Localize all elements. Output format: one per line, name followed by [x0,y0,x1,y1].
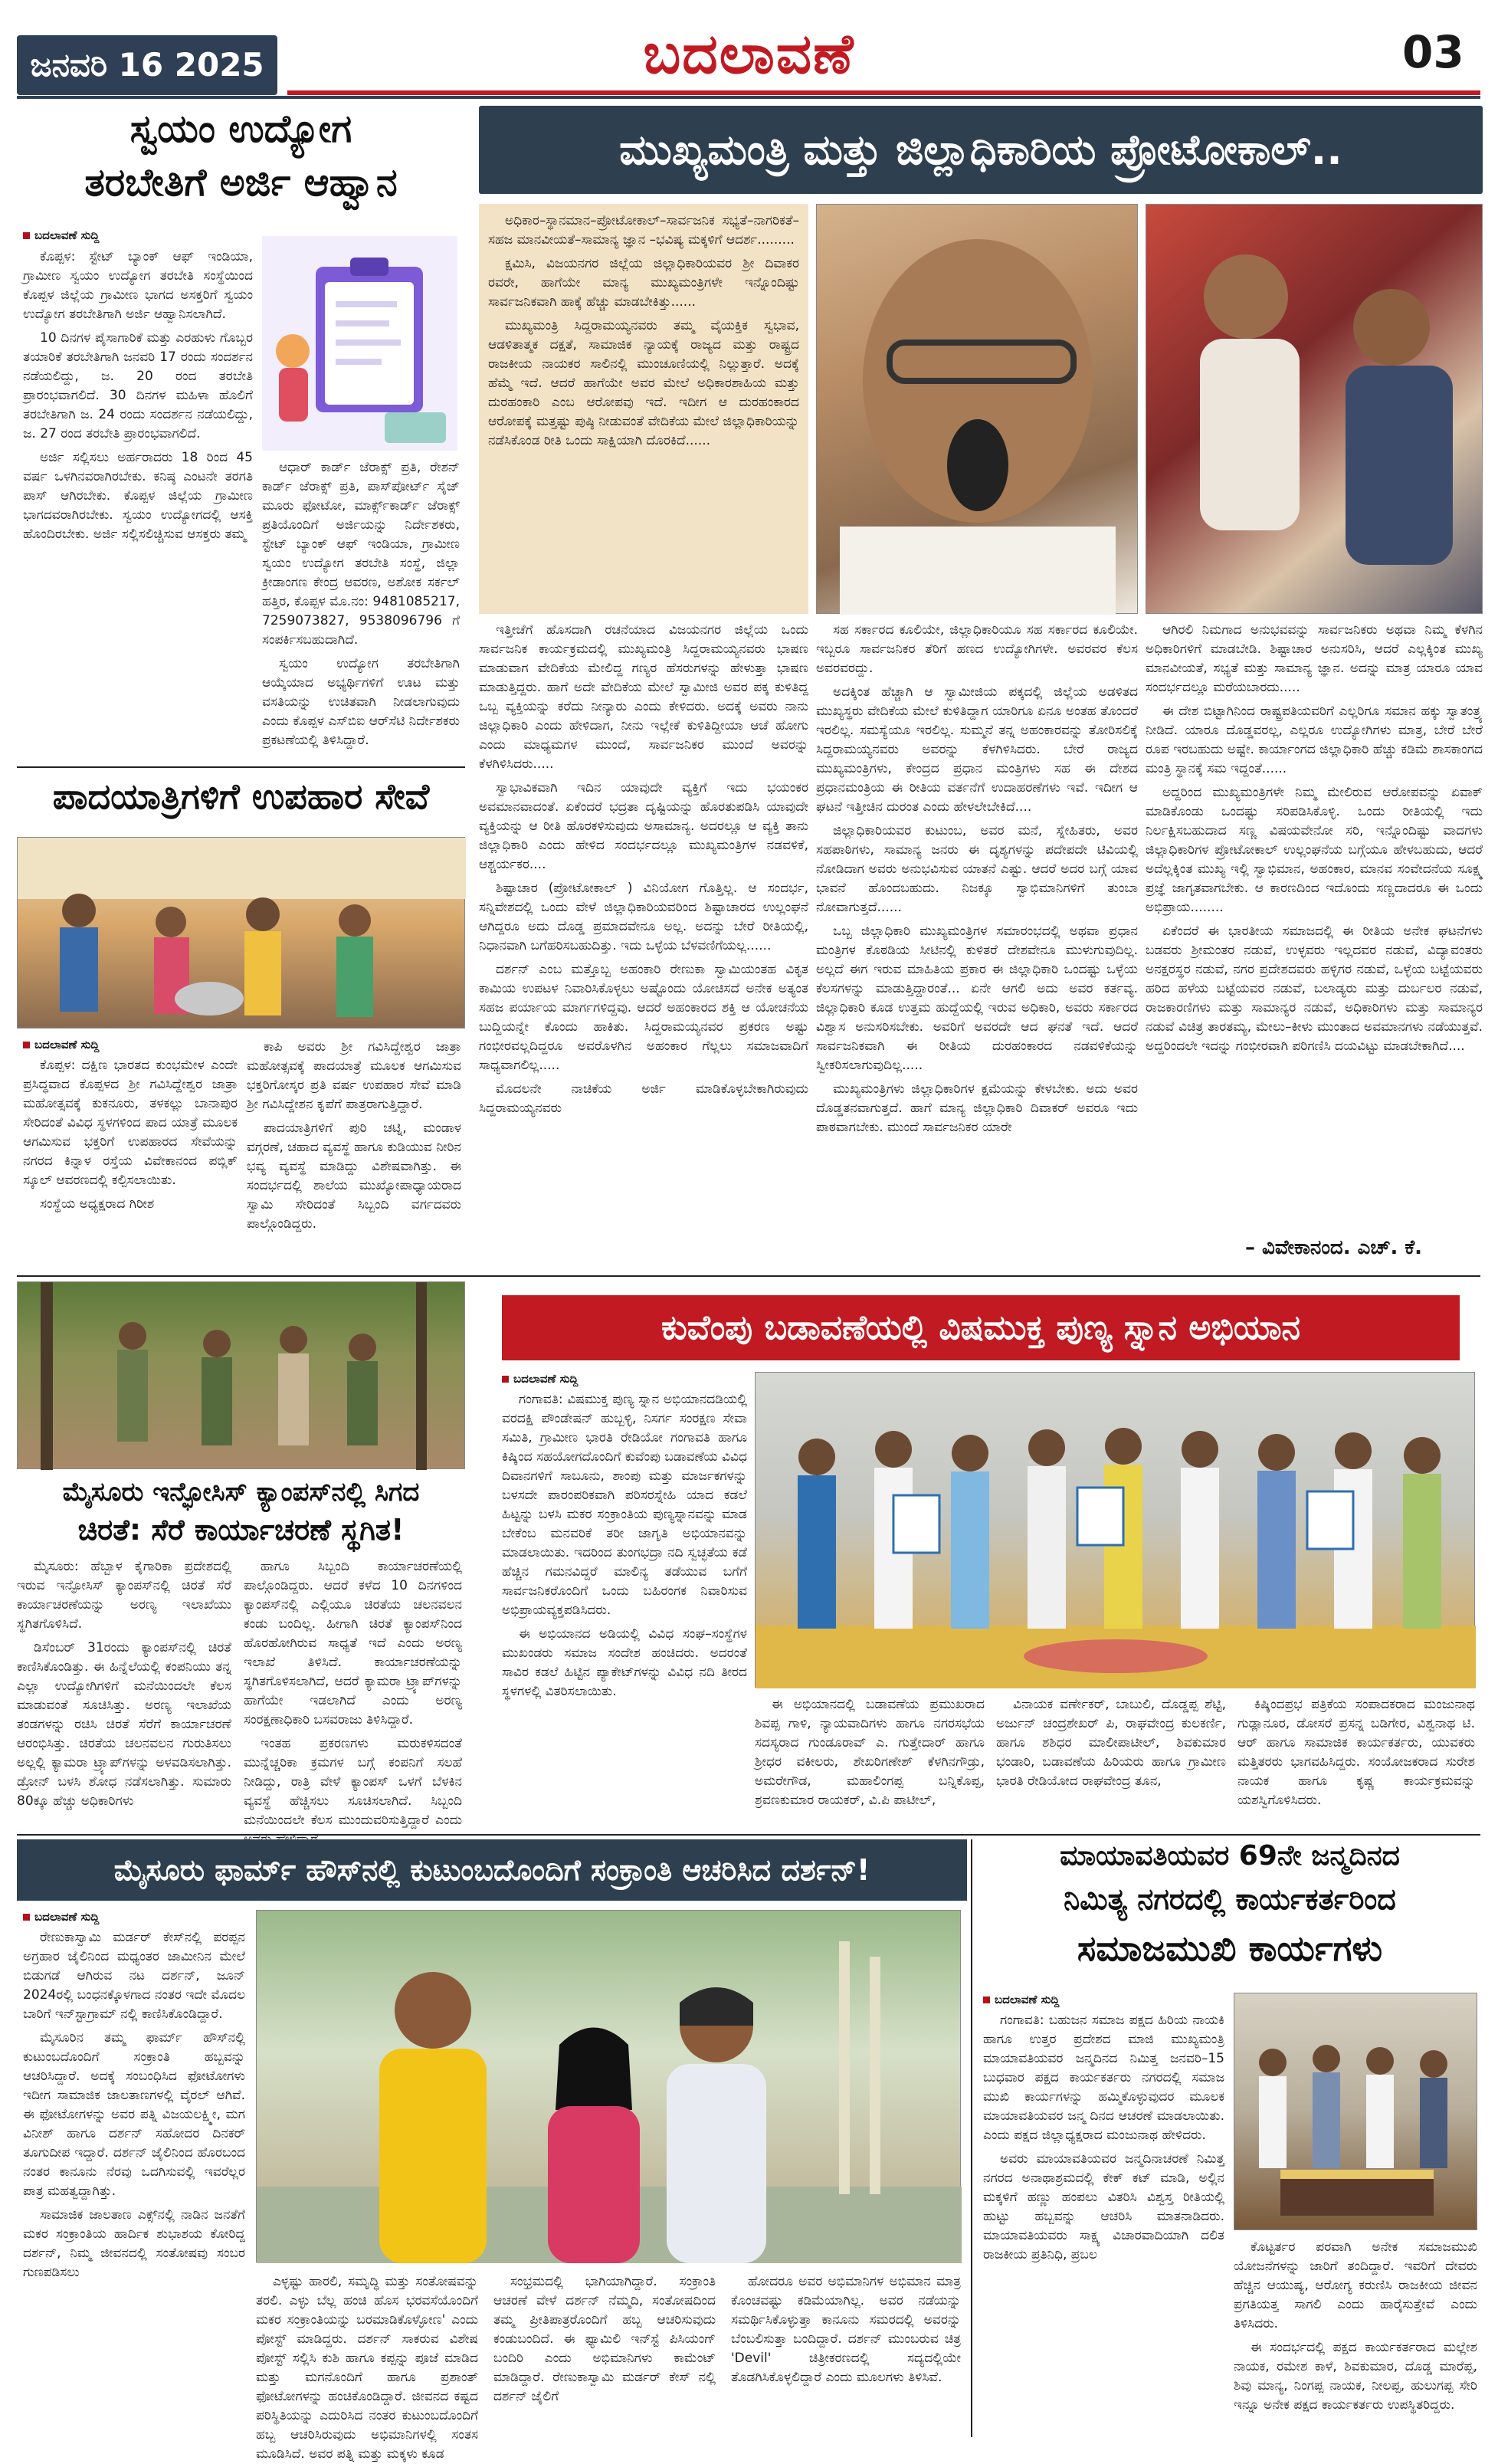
headline-line-3: ಸಮಾಜಮುಖಿ ಕಾರ್ಯಗಳು [1077,1928,1383,1969]
article-infosys [17,1281,465,1829]
article-body-col-4 [731,2272,961,2435]
padayatri-photo [17,837,465,1029]
job-application-illustration [262,236,457,451]
family-photo [256,1910,961,2262]
paragraph: ಅರ್ಜಿ ಸಲ್ಲಿಸಲು ಅರ್ಹರಾದರು 18 ರಿಂದ 45 ವರ್ಷ ಒಳಗಿನವರಾಗಿರಬೇಕು. ಕನಿಷ್ಠ ಎಂಟನೇ ತರಗತಿ ಪಾಸ್ ಆಗಿರಬೇಕು. ಕೊಪ್ಪಳ ಜಿಲ್ಲೆಯ ಗ್ರಾಮೀಣ ಭಾಗದವರಾಗಿರಬೇಕು. ಸ್ವಯಂ ಉದ್ಯೋಗದಲ್ಲಿ ಆಸಕ್ತಿ ಹೊಂದಿರಬೇಕು. ಅರ್ಜಿ ಸಲ್ಲಿಸಲಿಚ್ಚಿಸುವ ಆಸಕ್ತರು ತಮ್ಮ [23,450,253,542]
byline [23,1038,99,1052]
headline-line-1: ಮಾಯಾವತಿಯವರ 69ನೇ ಜನ್ಮದಿನದ [1060,1840,1400,1872]
headline: ಮುಖ್ಯಮಂತ್ರಿ ಮತ್ತು ಜಿಲ್ಲಾಧಿಕಾರಿಯ ಪ್ರೋಟೋಕಾಲ್.. [619,125,1342,174]
paragraph: 10 ದಿನಗಳ ಪೈಸಾಗಾರಿಕೆ ಮತ್ತು ಎರಹುಳು ಗೊಬ್ಬರ ತಯಾರಿಕೆ ತರಬೇತಿಗಾಗಿ ಜನವರಿ 17 ರಂದು ಸಂದರ್ಶನ ನಡೆಯಲಿದ್ದು, ಜ. 20 ರಂದ ತರಬೇತಿ ಪ್ರಾರಂಭವಾಗಲಿದೆ. 30 ದಿನಗಳ ಮಹಿಳಾ ಹೊಲಿಗೆ ತರಬೇತಿಗಾಗಿ ಜ. 24 ರಂದು ಸಂದರ್ಶನ ನಡೆಯಲಿದ್ದು, ಜ. 27 ರಂದ ತರಬೇತಿ ಪ್ರಾರಂಭವಾಗಲಿದೆ. [23,330,253,441]
paragraph: ಕ್ಷಮಿಸಿ, ವಿಜಯನಗರ ಜಿಲ್ಲೆಯ ಜಿಲ್ಲಾಧಿಕಾರಿಯವರ ಶ್ರೀ ದಿವಾಕರ ರವರೇ, ಹಾಗೆಯೇ ಮಾನ್ಯ ಮುಖ್ಯಮಂತ್ರಿಗಳೇ ಇನ್ನೊಂದಿಷ್ಟು ಸಾರ್ವಜನಿಕವಾಗಿ ಹಾಕ್ಕೆ ಹೆಚ್ಚು ಮಾಡಬೇಕಿತ್ತು...... [488,256,799,310]
stage-figures-icon [1146,205,1483,615]
article-body-col-2 [1234,2238,1477,2434]
paragraph: ಕೊಪ್ಪಳ: ಸ್ಟೇಟ್ ಬ್ಯಾಂಕ್ ಆಫ್ ಇಂಡಿಯಾ, ಗ್ರಾಮೀಣ ಸ್ವಯಂ ಉದ್ಯೋಗ ತರಬೇತಿ ಸಂಸ್ಥೆಯಿಂದ ಕೊಪ್ಪಳ ಜಿಲ್ಲೆಯ ಗ್ರಾಮೀಣ ಭಾಗದ ಅಸಕ್ತರಿಗೆ ಸ್ವಯಂ ಉದ್ಯೋಗ ತರಬೇತಿಗಾಗಿ ಅರ್ಜಿ ಆಹ್ವಾನಿಸಲಾಗಿದೆ. [23,249,253,322]
paragraph: ಅದಕ್ಕಿಂತ ಹೆಚ್ಚಾಗಿ ಆ ಸ್ವಾಮೀಜಿಯ ಪಕ್ಕದಲ್ಲಿ ಜಿಲ್ಲೆಯ ಅಡಳಿತದ ಮುಖ್ಯಸ್ಥರು ವೇದಿಕೆಯ ಮೇಲೆ ಕುಳಿತಿದ್ದಾಗ ಯಾರಿಗೂ ಏನೂ ಅಂತಹ ತೊಂದರೆ ಇರಲಿಲ್ಲ. ಸಮಸ್ಯೆಯೂ ಇರಲಿಲ್ಲ. ಸುಮ್ಮನೆ ತನ್ನ ಅಹಂಕಾರವನ್ನು ತೋರಿಸಲಿಕ್ಕೆ ಸಿದ್ದರಾಮಯ್ಯನವರು ಅವರನ್ನು ಕೆಳಗಿಳಿಸಿದರು. ಬೇರೆ ರಾಜ್ಯದ ಮುಖ್ಯಮಂತ್ರಿಗಳು, ಕೇಂದ್ರದ ಪ್ರಧಾನ ಮಂತ್ರಿಗಳು ಸಹ ಈ ದೇಶದ ಪ್ರಧಾನಮಂತ್ರಿಯ ಈ ರೀತಿಯ ವರ್ತನೆಗೆ ಉದಾಹರಣೆಗಳು ಇವೆ. ಇದೀಗ ಆ ಘಟನೆ ಇತ್ತೀಚಿನ ದುರಂತ ಎಂದು ಹೇಳಲೇಬೇಕಿದೆ.... [816,684,1138,815]
awareness-group-photo [755,1372,1475,1688]
divider [17,1834,1480,1836]
headline-line-1: ಸ್ವಯಂ ಉದ್ಯೋಗ [129,107,352,151]
byline [983,1993,1059,2006]
byline-marker [502,1376,509,1383]
article-body-col-3 [493,2272,716,2435]
headline-line-2: ಚಿರತೆ: ಸೆರೆ ಕಾರ್ಯಾಚರಣೆ ಸ್ಥಗಿತ! [77,1513,405,1547]
byline-marker [23,232,30,239]
article-body-col-3 [996,1695,1226,1827]
paragraph: ಇಂತಹ ಪ್ರಕರಣಗಳು ಮರುಕಳಿಸದಂತೆ ಮುನ್ನೆಚ್ಚರಿಕಾ ಕ್ರಮಗಳ ಬಗ್ಗೆ ಕಂಪನಿಗೆ ಸಲಹೆ ನೀಡಿದ್ದು, ರಾತ್ರಿ ವೇಳೆ ಕ್ಯಾಂಪಸ್ ಒಳಗೆ ಬೆಳಕಿನ ವ್ಯವಸ್ಥೆ ಹೆಚ್ಚಿಸಲು ಸೂಚಿಸಲಾಗಿದೆ. ಸಿಬ್ಬಂದಿ ಮನೆಯಿಂದಲೇ ಕೆಲಸ ಮುಂದುವರಿಸುತ್ತಿದ್ದಾರೆ ಎಂದು [244,1736,462,1828]
byline [23,1910,99,1924]
article-body-col-1 [23,1928,245,2434]
issue-date: ಜನವರಿ 16 2025 [30,46,264,84]
paragraph: ಎಳ್ಳಷ್ಟು ಹಾರಲಿ, ಸಮೃದ್ಧಿ ಮತ್ತು ಸಂತೋಷವನ್ನು ತರಲಿ. ಎಳ್ಳು ಬೆಲ್ಲ ಹಂಚಿ ಹೊಸ ಭರವಸೆಯೊಂದಿಗೆ ಮಕರ ಸಂಕ್ರಾಂತಿಯನ್ನು ಬರಮಾಡಿಕೊಳ್ಳೋಣ' ಎಂದು ಪೋಸ್ಟ್ ಮಾಡಿದ್ದರು. ದರ್ಶನ್ ಸಾಕರುವ ವಿಶೇಷ ಪೋಸ್ಟ್ ಸಲ್ಲಿಸಿ ಕುಶಿ ಹಾಗೂ ಕಪ್ಪನ್ನು ಪೂಜೆ ಮಾಡಿದ ಮತ್ತು ಮಗನೊಂದಿಗೆ ಹಾಗೂ ಪ್ರಶಾಂತ್ ಫೋಟೋಗಳನ್ನು ಹಂಚಿಕೊಂಡಿದ್ದಾರೆ. ಜೀವನದ ಕಷ್ಟದ ಪರಿಸ್ಥಿತಿಯನ್ನು ಎದುರಿಸಿದ ನಂತರ ಕುಟುಂಬದೊಂದಿಗೆ ಹಬ್ಬ ಆಚರಿಸಿರುವುದು ಅಭಿಮಾನಿಗಳಲ್ಲಿ ಸಂತಸ ಮೂಡಿಸಿದೆ. ಅವರ ಪತ್ನಿ ಮತ್ತು ಮಕ್ಕಳು ಕೂಡ [256,2274,478,2462]
byline-text: ಬದಲಾವಣೆ ಸುದ್ದಿ [513,1372,579,1386]
byline-marker [983,1996,990,2003]
paragraph: ದರ್ಶನ್ ಎಂಬ ಮತ್ತೊಬ್ಬ ಅಹಂಕಾರಿ ರೇಣುಕಾ ಸ್ವಾಮಿಯಂತಹ ವಿಕೃತ ಕಾಮಿಯ ಉಪಟಳ ನಿವಾರಿಸಿಕೊಳ್ಳಲು ಅಷ್ಟೊಂದು ಯೋಚಿಸದೆ ಅನೇಕ ಅತ್ಯಂತ ಸಹಜ ಪರ್ಯಾಯ ಮಾರ್ಗಗಳಿದ್ದವು. ಆದರೆ ಅಹಂಕಾರದ ಶಕ್ತಿ ಆ ಯೋಚನೆಯ ಬುದ್ದಿಯನ್ನೇ ಕೊಂದು ಹಾಕಿತು. ಸಿದ್ದರಾಮಯ್ಯನವರ ಪ್ರಕರಣ ಅಷ್ಟು ಗಂಭೀರವಲ್ಲದಿದ್ದರೂ ಅವರೊಳಗಿನ ಅಹಂಕಾರ ಗೆಲ್ಲಲು ಸಮಾಜವಾದಿಗೆ ಸಾಧ್ಯವಾಗಲಿಲ್ಲ..... [479,962,808,1073]
article-body-col-1 [479,621,808,1268]
paragraph: ಮೈಸೂರಿನ ತಮ್ಮ ಫಾರ್ಮ್ ಹೌಸ್‌ನಲ್ಲಿ ಕುಟುಂಬದೊಂದಿಗೆ ಸಂಕ್ರಾಂತಿ ಹಬ್ಬವನ್ನು ಆಚರಿಸಿದ್ದಾರೆ. ಅದಕ್ಕೆ ಸಂಬಂಧಿಸಿದ ಫೋಟೋಗಳು ಇದೀಗ ಸಾಮಾಜಿಕ ಜಾಲತಾಣಗಳಲ್ಲಿ ವೈರಲ್ ಆಗಿವೆ. ಈ ಫೋಟೋಗಳನ್ನು ಅವರ ಪತ್ನಿ ವಿಜಯಲಕ್ಷ್ಮೀ, ಮಗ ವಿನೀಶ್ ಹಾಗೂ ದರ್ಶನ್ ಸಹೋದರ ದಿನಕರ್ ತೂಗುದೀಪ ಇದ್ದಾರೆ. ದರ್ಶನ್ ಜೈಲಿನಿಂದ ಹೊರಬಂದ ನಂತರ ಕಾನೂನು ನೆರವು ಒದಗಿಸುವಲ್ಲಿ ಇವರೆಲ್ಲರ ಪಾತ್ರ ಮಹತ್ವದ್ದಾಗಿತ್ತು. [23,2030,245,2199]
crowd-serving-icon [18,838,466,1029]
article-body-col-1 [23,248,253,753]
article-padayatri [17,776,465,1270]
chief-minister-photo [816,204,1138,614]
article-kuvempu [479,1281,1483,1829]
paragraph: ಸ್ವಾಭಾವಿಕವಾಗಿ ಇದಿನ ಯಾವುದೇ ವ್ಯಕ್ತಿಗೆ ಇದು ಭಯಂಕರ ಅವಮಾನವಾದಂತೆ. ಏಕೆಂದರೆ ಭದ್ರತಾ ದೃಷ್ಟಿಯನ್ನು ಹೊರತುಪಡಿಸಿ ಯಾವುದೇ ವ್ಯಕ್ತಿಯನ್ನು ಆ ರೀತಿ ಹೊರಕಳಿಸುವುದು ಅಸಾಮಾನ್ಯ. ಅದರಲ್ಲೂ ಆ ವ್ಯಕ್ತಿ ತಾನು ಜಿಲ್ಲಾಧಿಕಾರಿ ಎಂದು ಹೇಳಿದ ಸಂದರ್ಭದಲ್ಲೂ ಮುಖ್ಯಮಂತ್ರಿಗಳ ನಡವಳಿಕೆ, ಆಶ್ಚರ್ಯಕರ.... [479,780,808,872]
byline-marker [23,1042,30,1048]
forest-officials-photo [17,1281,465,1469]
paragraph: ಅವರು ಮಾಯಾವತಿಯವರ ಜನ್ಮದಿನಾಚರಣೆ ನಿಮಿತ್ತ ನಗರದ ಅನಾಥಾಶ್ರಮದಲ್ಲಿ ಕೇಕ್ ಕಟ್ ಮಾಡಿ, ಅಲ್ಲಿನ ಮಕ್ಕಳಿಗೆ ಹಣ್ಣು ಹಂಪಲು ವಿತರಿಸಿ ವಿಶ್ವಸ್ತ ರೀತಿಯಲ್ಲಿ ಹುಟ್ಟು ಹಬ್ಬವನ್ನು ಆಚರಿಸಿ ಮಾತನಾಡಿದರು. ಮಾಯಾವತಿಯವರು ಸಾಕ್ಷ್ಯ ವಿಚಾರವಾದಿಯಾಗಿ ದಲಿತ ರಾಜಕೀಯ ಪ್ರತಿನಿಧಿ, ಪ್ರಬಲ [983,2151,1224,2262]
group-holding-posters-icon [756,1373,1476,1688]
event-photo [1146,204,1483,614]
portrait-silhouette-icon [817,205,1139,615]
article-body-col-2 [755,1695,985,1827]
clipboard-icon [262,236,457,451]
paragraph: ಸಾಮಾಜಿಕ ಜಾಲತಾಣ ಎಕ್ಸ್‌ನಲ್ಲಿ ನಾಡಿನ ಜನತೆಗೆ ಮಕರ ಸಂಕ್ರಾಂತಿಯ ಹಾರ್ದಿಕ ಶುಭಾಶಯ ಕೋರಿದ್ದ ದರ್ಶನ್, ನಿಮ್ಮ ಜೀವನದಲ್ಲಿ ಸಂತೋಷವು ಸಂಬರ ಗುಣಪಡಿಸಲು [23,2207,245,2280]
headline: ಮೈಸೂರು ಫಾರ್ಮ್ ಹೌಸ್‌ನಲ್ಲಿ ಕುಟುಂಬದೊಂದಿಗೆ ಸಂಕ್ರಾಂತಿ ಆಚರಿಸಿದ ದರ್ಶನ್! [113,1852,870,1887]
article-body-col-2 [244,1557,462,1829]
headline-line-2: ತರಬೇತಿಗೆ ಅರ್ಜಿ ಆಹ್ವಾನ [84,160,398,205]
article-body-col-1 [502,1390,747,1827]
page-number: 03 [1402,26,1464,78]
paragraph: ಗಂಗಾವತಿ: ವಿಷಮುಕ್ತ ಪುಣ್ಯ ಸ್ನಾನ ಅಭಿಯಾನದಡಿಯಲ್ಲಿ ವರದಕ್ಷಿ ಪೌಂಡೇಷನ್ ಹುಬ್ಬಳ್ಳಿ, ನಿಸರ್ಗ ಸಂರಕ್ಷಣ ಸೇವಾ ಸಮಿತಿ, ಗ್ರಾಮೀಣ ಭಾರತಿ ರೇಡಿಯೋ ಗಂಗಾವತಿ ಹಾಗೂ ಕಿಷ್ಕಿಂದ ಸಹಯೋಗದೊಂದಿಗೆ ಕುವೆಂಪು ಬಡಾವಣೆಯ ವಿವಿಧ ದಿವಾನಗಳಿಗೆ ಸಾಬೂನು, ಶಾಂಪು ಮತ್ತು ಮಾರ್ಜಕಗಳನ್ನು ಬಳಸದೇ ಪಾರಂಪರಿಕವಾಗಿ ಪರಿಸರಸ್ನೇಹಿ ಯಾದ ಕಡಲೆ ಹಿಟ್ಟನ್ನು ಬಳಸಿ ಮಕರ ಸಂಕ್ರಾಂತಿಯ ಪುಣ್ಯಸ್ನಾನವನ್ನು ಮಾಡ ಬೇಕೆಂಬ ಮನವರಿಕೆ ತರೀ ಜಾಗೃತಿ ಅಭಿಯಾನವನ್ನು ಮಾಡಲಾಯಿತು. ಇದರಿಂದ ತುಂಗಭದ್ರಾ ನದಿ ಸ್ವಚ್ಛತೆಯ ಕಡೆ ಹೆಚ್ಚಿನ ಗಮನವಿದ್ದರೆ ಮಾಲಿನ್ಯ ತಡೆಯುವ ಬಗೆಗೆ ಸಾರ್ವಜನಿಕರೊಂದಿಗೆ ಒಂದು ಬಹಿರಂಗಕ ನಿವಾರಿಸುವ ಅಭಿಪ್ರಾಯವ್ಯಕ್ತಪಡಿಸಿದರು. [502,1392,747,1618]
paragraph: ಮೊದಲನೇ ನಾಚಿಕೆಯ ಅರ್ಜಿ ಮಾಡಿಕೊಳ್ಳಬೇಕಾಗಿರುವುದು ಸಿದ್ದರಾಮಯ್ಯನವರು [479,1081,808,1116]
officers-walking-icon [18,1282,466,1470]
paragraph: ಕೊಪ್ಪಳ: ದಕ್ಷಿಣ ಭಾರತದ ಕುಂಭಮೇಳ ಎಂದೇ ಪ್ರಸಿದ್ಧವಾದ ಕೊಪ್ಪಳದ ಶ್ರೀ ಗವಿಸಿದ್ದೇಶ್ವರ ಜಾತ್ರಾ ಮಹೋತ್ಸವಕ್ಕೆ ಕುಕನೂರು, ತಳಕಲ್ಲು ಬಾನಾಪುರ ಸೇರಿದಂತೆ ವಿವಿಧ ಸ್ಥಳಗಳಿಂದ ಪಾದ ಯಾತ್ರೆ ಮೂಲಕ ಆಗಮಿಸುವ ಭಕ್ತರಿಗೆ ಉಪಹಾರದ ಸೇವೆಯನ್ನು ನಗರದ ಕಿನ್ನಾಳ ರಸ್ತೆಯ ವಿವೇಕಾನಂದ ಪಬ್ಲಿಕ್ ಸ್ಕೂಲ್ ಆವರಣದಲ್ಲಿ ಕಲ್ಪಿಸಲಾಯಿತು. [23,1058,238,1188]
masthead [0,0,1498,103]
celebration-photo [1234,1993,1477,2230]
intro-box [479,204,808,614]
vertical-divider [971,1839,972,2437]
paragraph: ಇತ್ತೀಚೆಗೆ ಹೊಸದಾಗಿ ರಚನೆಯಾದ ವಿಜಯನಗರ ಜಿಲ್ಲೆಯ ಒಂದು ಸಾರ್ವಜನಿಕ ಕಾರ್ಯಕ್ರಮದಲ್ಲಿ ಮುಖ್ಯಮಂತ್ರಿ ಸಿದ್ದರಾಮಯ್ಯನವರು ಭಾಷಣ ಮಾಡುವಾಗ ವೇದಿಕೆಯ ಮೇಲಿದ್ದ ಗಣ್ಯರ ಹೆಸರುಗಳನ್ನು ಹೇಳುತ್ತಾ ಭಾಷಣ ಮಾಡುತ್ತಿದ್ದರು. ಹಾಗೆ ಅದೇ ವೇದಿಕೆಯ ಮೇಲೆ ಸ್ವಾಮೀಜಿ ಅವರ ಪಕ್ಕ ಕುಳಿತಿದ್ದ ಒಬ್ಬ ವ್ಯಕ್ತಿಯನ್ನು ಕರೆದು ನೀನ್ಯಾರು ಎಂದು ಕೇಳಿದರು. ಅದಕ್ಕೆ ಅವರು ನಾನು ಜಿಲ್ಲಾಧಿಕಾರಿ ಎಂದು ಹೇಳಿದಾಗ, ನೀನು ಇಲ್ಲೇಕೆ ಕುಳಿತಿದ್ದೀಯಾ ಆಚೆ ಹೋಗು ಎಂದು ಮಾಧ್ಯಮಗಳ ಮುಂದೆ, ಸಾರ್ವಜನಿಕರ ಮುಂದೆ ಅವರನ್ನು ಕೆಳಗಿಳಿಸಿದರು..... [479,622,808,772]
article-body-col-3 [1146,621,1483,1234]
article-body-col-1 [23,1056,238,1267]
divider [17,766,465,768]
paragraph: ಹೋದರೂ ಅವರ ಅಭಿಮಾನಿಗಳ ಅಭಿಮಾನ ಮಾತ್ರ ಕೊಂಚವಷ್ಟು ಕಡಿಮೆಯಾಗಿಲ್ಲ. ಅವರ ನಡೆಯನ್ನು ಸಮರ್ಥಿಸಿಕೊಳ್ಳುತ್ತಾ ಕಾನೂನು ಸಮರದಲ್ಲಿ ಅವರನ್ನು ಬೆಂಬಲಿಸುತ್ತಾ ಬಂದಿದ್ದಾರೆ. ದರ್ಶನ್ ಮುಂಬರುವ ಚಿತ್ರ 'Devil' ಚಿತ್ರೀಕರಣದಲ್ಲಿ ಸದ್ಯದಲ್ಲಿಯೇ ತೊಡಗಿಸಿಕೊಳ್ಳಲಿದ್ದಾರೆ ಎಂದು ಮೂಲಗಳು ತಿಳಿಸಿವೆ. [731,2274,961,2385]
masthead-rule-red [287,90,1480,95]
headline: ಪಾದಯಾತ್ರಿಗಳಿಗೆ ಉಪಹಾರ ಸೇವೆ [52,776,430,817]
paragraph: ಏಕೆಂದರೆ ಈ ಭಾರತೀಯ ಸಮಾಜದಲ್ಲಿ ಈ ರೀತಿಯ ಅನೇಕ ಘಟನೆಗಳು ಬಡವರು ಶ್ರೀಮಂತರ ನಡುವೆ, ಉಳ್ಳವರು ಇಲ್ಲದವರ ನಡುವೆ, ವಿದ್ಯಾವಂತರು ಅನಕ್ಷರಸ್ಥರ ನಡುವೆ, ನಗರ ಪ್ರದೇಶದವರು ಹಳ್ಳಿಗರ ನಡುವೆ, ಒಳ್ಳೆಯ ಬಟ್ಟೆಯವರು ಹರಿದ ಹಳೆಯ ಬಟ್ಟೆಯವರ ನಡುವೆ, ಬಲಾಡ್ಯರು ಮತ್ತು ದುರ್ಬಲರ ನಡುವೆ, ರಾಜಕಾರಣಿಗಳು ಮತ್ತು ಸಾಮಾನ್ಯರ ನಡುವೆ, ಅಧಿಕಾರಿಗಳು ಮತ್ತು ಸಾಮಾನ್ಯರ ನಡುವೆ ವಿಚಿತ್ರ ತಾರತಮ್ಯ, ಮೇಲು–ಕೀಳು ಮುಂತಾದ ಅವಮಾನಗಳು ನಡೆಯುತ್ತವೆ. ಅದ್ದರಿಂದಲೇ ಇದನ್ನು ಗಂಭೀರವಾಗಿ ಪರಿಗಣಿಸಿ ದಯವಿಟ್ಟು ಮಾಡಬೇಕಾಗಿದೆ.... [1146,924,1483,1054]
kuvempu-headline-banner [502,1295,1460,1360]
protocol-headline-banner [479,106,1483,194]
byline-text: ಬದಲಾವಣೆ ಸುದ್ದಿ [34,1910,100,1924]
article-body-col-2 [262,458,460,757]
byline [502,1372,578,1386]
article-body-col-1 [17,1557,231,1829]
paragraph: ಈ ದೇಶ ಬಿಟ್ಟಾಗಿನಿಂದ ರಾಷ್ಟ್ರಪತಿಯವರಿಗೆ ಎಲ್ಲರಿಗೂ ಸಮಾನ ಹಕ್ಕು ಸ್ವಾತಂತ್ರ್ಯ ನೀಡಿದೆ. ಯಾರೂ ದೊಡ್ಡವರಲ್ಲ, ಎಲ್ಲರೂ ಉದ್ಯೋಗಿಗಳು ಮಾತ್ರ, ಬೇರೆ ಬೇರೆ ರೂಪ ಇರಬಹುದು ಅಷ್ಟೇ. ಕಾರ್ಯಾಂಗದ ಜಿಲ್ಲಾಧಿಕಾರಿ ಹೆಚ್ಚು ಕಡಿಮೆ ಶಾಸಕಾಂಗದ ಮಂತ್ರಿ ಸ್ಥಾನಕ್ಕೆ ಸಮ ಇದ್ದಂತೆ...... [1146,704,1483,776]
group-cake-cutting-icon [1234,1993,1478,2231]
paragraph: ಈ ಅಭಿಯಾನದ ಅಡಿಯಲ್ಲಿ ವಿವಿಧ ಸಂಘ–ಸಂಸ್ಥೆಗಳ ಮುಖಂಡರು ಸಮಾಜ ಸಂದೇಶ ಹಂಚಿದರು. ಅದರಂತೆ ಸಾವಿರ ಕಡಲೆ ಹಿಟ್ಟಿನ ಪ್ಯಾಕೇಟ್‌ಗಳನ್ನು ವಿವಿಧ ನದಿ ತೀರದ ಸ್ಥಳಗಳಲ್ಲಿ ವಿತರಿಸಲಾಯಿತು. [502,1626,747,1699]
paragraph: ಅಧಿಕಾರ–ಸ್ಥಾನಮಾನ–ಪ್ರೋಟೋಕಾಲ್–ಸಾರ್ವಜನಿಕ ಸಭ್ಯತೆ–ನಾಗರಿಕತೆ–ಸಹಜ ಮಾನವೀಯತೆ–ಸಾಮಾನ್ಯ ಜ್ಞಾನ –ಭವಿಷ್ಯ ಮಕ್ಕಳಿಗೆ ಆದರ್ಶ......... [488,213,799,248]
paragraph: ವಿನಾಯಕ ವರ್ಣೇಕರ್, ಬಾಬುಲಿ, ದೊಡ್ಡಪ್ಪ ಶೆಟ್ಟಿ, ಅರ್ಜುನ್ ಚಂದ್ರಶೇಖರ್ ಪಿ, ರಾಘವೇಂದ್ರ ಕುಲಕರ್ಣಿ, ಹಾಗೂ ಶಶಿಧರ ಮಾಲೀಪಾಟೀಲ್, ಶಿವಕುಮಾರ ಭಂಡಾರಿ, ಬಡಾವಣೆಯ ಹಿರಿಯರು ಹಾಗೂ ಗ್ರಾಮೀಣ ಭಾರತಿ ರೇಡಿಯೋದ ರಾಘವೇಂದ್ರ ತೂನ, [996,1697,1226,1789]
paragraph: ಹಾಗೂ ಸಿಬ್ಬಂದಿ ಕಾರ್ಯಾಚರಣೆಯಲ್ಲಿ ಪಾಲ್ಗೊಂಡಿದ್ದರು. ಆದರೆ ಕಳೆದ 10 ದಿನಗಳಿಂದ ಕ್ಯಾಂಪಸ್‌ನಲ್ಲಿ ಎಲ್ಲಿಯೂ ಚಿರತೆಯ ಚಲನವಲನ ಕಂಡು ಬಂದಿಲ್ಲ. ಹೀಗಾಗಿ ಚಿರತೆ ಕ್ಯಾಂಪಸ್‌ನಿಂದ ಹೊರಹೋಗಿರುವ ಸಾಧ್ಯತೆ ಇದೆ ಎಂದು ಅರಣ್ಯ ಇಲಾಖೆ ತಿಳಿಸಿದೆ. ಕಾರ್ಯಾಚರಣೆಯನ್ನು ಸ್ಥಗಿತಗೊಳಿಸಲಾಗಿದೆ, ಆದರೆ ಕ್ಯಾಮರಾ ಟ್ರ್ಯಾಪ್‌ಗಳನ್ನು ಹಾಗೆಯೇ ಇಡಲಾಗಿದೆ ಎಂದು ಅರಣ್ಯ ಸಂರಕ್ಷಣಾಧಿಕಾರಿ ಬಸವರಾಜು ತಿಳಿಸಿದ್ದಾರೆ. [244,1559,462,1727]
paragraph: ಆಗಿರಲಿ ನಿಮಗಾದ ಅನುಭವವನ್ನು ಸಾರ್ವಜನಿಕರು ಅಥವಾ ನಿಮ್ಮ ಕೆಳಗಿನ ಅಧಿಕಾರಿಗಳಿಗೆ ಮಾಡಬೇಡಿ. ಶಿಷ್ಟಾಚಾರ ಅನುಸರಿಸಿ, ಆದರೆ ಎಲ್ಲಕ್ಕಿಂತ ಮುಖ್ಯ ಮಾನವೀಯತೆ, ಸಭ್ಯತೆ ಮತ್ತು ಸಾಮಾನ್ಯ ಜ್ಞಾನ. ಅದನ್ನು ಮಾತ್ರ ಯಾರೂ ಯಾವ ಸಂದರ್ಭದಲ್ಲೂ ಮರೆಯಬಾರದು..... [1146,622,1483,695]
paragraph: ಕಿಷ್ಕಿಂದಪ್ರಭ ಪತ್ರಿಕೆಯ ಸಂಪಾದಕರಾದ ಮಂಜುನಾಥ ಗುಡ್ಲಾನೂರ, ಡೋಸರೆ ಪ್ರಸನ್ನ ಬಡಿಗೇರ, ವಿಶ್ವನಾಥ ಟಿ. ಆರ್ ಹಾಗೂ ಸಾಮಾಜಿಕ ಕಾರ್ಯಕರ್ತರು, ಯುವಕರು ಮತ್ತಿತರರು ಭಾಗವಹಿಸಿದ್ದರು. ಸಂಯೋಜಕರಾದ ಸುರೇಶ ನಾಯಕ ಹಾಗೂ ಕೃಷ್ಣ ಕಾರ್ಯಕ್ರಮವನ್ನು ಯಶಸ್ವಿಗೊಳಿಸಿದರು. [1237,1697,1475,1808]
article-body-col-1 [983,2011,1224,2434]
paragraph: ಕೊಟ್ಟರ್ತರ ಪರವಾಗಿ ಅನೇಕ ಸಮಾಜಮುಖಿ ಯೋಜನೆಗಳನ್ನು ಜಾರಿಗೆ ತಂದಿದ್ದಾರೆ. ಇವರಿಗೆ ದೇವರು ಹೆಚ್ಚಿನ ಆಯುಷ್ಯ, ಆರೋಗ್ಯ ಕರುಣಿಸಿ ರಾಜಕೀಯ ಜೀವನ ಪ್ರಗತಿಯತ್ತ ಸಾಗಲಿ ಎಂದು ಹಾರೈಸುತ್ತೇವೆ ಎಂದು ತಿಳಿಸಿದರು. [1234,2239,1477,2331]
paragraph: ಅದ್ದರಿಂದ ಮುಖ್ಯಮಂತ್ರಿಗಳೇ ನಿಮ್ಮ ಮೇಲಿರುವ ಆರೋಪವನ್ನು ಏವಾಕ್ ಮಾಡಿಕೊಂಡು ಒಂದಷ್ಟು ಸರಿಪಡಿಸಿಕೊಳ್ಳಿ. ಒಂದು ರೀತಿಯಲ್ಲಿ ಇದು ನಿರ್ಲಕ್ಷಿಸಬಹುದಾದ ಸಣ್ಣ ವಿಷಯವೇನೋ ಸರಿ, ಇನ್ನೊಂದಿಷ್ಟು ವಾದಗಳು ಜಿಲ್ಲಾಧಿಕಾರಿಗಳ ಪ್ರೋಟೋಕಾಲ್ ಉಲ್ಲಂಘನೆಯ ಬಗ್ಗೆಯೂ ಹೇಳಬಹುದು, ಆದರೆ ಅದೆಲ್ಲಕ್ಕಿಂತ ಮುಖ್ಯ ಇಲ್ಲಿ ಸ್ವಾಭಿಮಾನ, ಅಹಂಕಾರ, ಮಾನವ ಸಂವೇದನೆಯ ಸೂಕ್ಷ್ಮ ಪ್ರಜ್ಞೆ ಜಾಗೃತವಾಗಬೇಕು. ಆ ಕಾರಣದಿಂದ ಇದೊಂದು ಸಣ್ಣದಾದರೂ ಈ ಒಂದು ಅಭಿಪ್ರಾಯ........ [1146,785,1483,915]
newspaper-title: ಬದಲಾವಣೆ [643,21,855,86]
masthead-rule-blue [17,96,1480,99]
paragraph: ಗಂಗಾವತಿ: ಬಹುಜನ ಸಮಾಜ ಪಕ್ಷದ ಹಿರಿಯ ನಾಯಕಿ ಹಾಗೂ ಉತ್ತರ ಪ್ರದೇಶದ ಮಾಜಿ ಮುಖ್ಯಮಂತ್ರಿ ಮಾಯಾವತಿಯವರ ಜನ್ಮದಿನದ ನಿಮಿತ್ತ ಜನವರಿ–15 ಬುಧವಾರ ಪಕ್ಷದ ಕಾರ್ಯಕರ್ತರು ನಗರದಲ್ಲಿ ಸಮಾಜ ಮುಖಿ ಕಾರ್ಯಗಳನ್ನು ಹಮ್ಮಿಕೊಳ್ಳುವುದರ ಮೂಲಕ ಮಾಯಾವತಿಯವರ ಜನ್ಮ ದಿನದ ಆಚರಣೆ ಮಾಡಲಾಯಿತು. ಎಂದು ಪಕ್ಷದ ಜಿಲ್ಲಾಧ್ಯಕ್ಷರಾದ ಮಂಜುನಾಥ ಹೇಳಿದರು. [983,2013,1224,2143]
headline: ಕುವೆಂಪು ಬಡಾವಣೆಯಲ್ಲಿ ವಿಷಮುಕ್ತ ಪುಣ್ಯ ಸ್ನಾನ ಅಭಿಯಾನ [660,1308,1301,1347]
headline-line-1: ಮೈಸೂರು ಇನ್ಫೋಸಿಸ್ ಕ್ಯಾಂಪಸ್‌ನಲ್ಲಿ ಸಿಗದ [62,1477,420,1508]
byline-marker [23,1914,30,1921]
paragraph: ಈ ಸಂದರ್ಭದಲ್ಲಿ ಪಕ್ಷದ ಕಾರ್ಯಕರ್ತರಾದ ಮಲ್ಲೇಶ ನಾಯಕ, ರಮೇಶ ಕಾಳೆ, ಶಿವಕುಮಾರ, ದೊಡ್ಡ ಮಾರೆಪ್ಪ, ಶಿವು ಮಾನ್ಯ, ನಿಂಗಪ್ಪ ನಾಯಕ, ನೀಲಪ್ಪ, ಹುಲುಗಪ್ಪ ಸೇರಿ ಇನ್ನೂ ಅನೇಕ ಪಕ್ಷದ ಕಾರ್ಯಕರ್ತರು ಉಪಸ್ಥಿತರಿದ್ದರು. [1234,2340,1477,2413]
byline-text: ಬದಲಾವಣೆ ಸುದ್ದಿ [34,228,100,242]
darshan-headline-banner [17,1839,967,1901]
paragraph: ಸಹ ಸರ್ಕಾರದ ಕೂಲಿಯೇ, ಜಿಲ್ಲಾಧಿಕಾರಿಯೂ ಸಹ ಸರ್ಕಾರದ ಕೂಲಿಯೇ. ಇಬ್ಬರೂ ಸಾರ್ವಜನಿಕರ ತೆರಿಗೆ ಹಣದ ಉದ್ಯೋಗಿಗಳೇ. ಅವರವರ ಕೆಲಸ ಅವರವರದ್ದು. [816,622,1138,676]
divider [17,1275,1480,1277]
paragraph: ಒಬ್ಬ ಜಿಲ್ಲಾಧಿಕಾರಿ ಮುಖ್ಯಮಂತ್ರಿಗಳ ಸಮಾರಂಭದಲ್ಲಿ ಅಥವಾ ಪ್ರಧಾನ ಮಂತ್ರಿಗಳ ಕೊಠಡಿಯ ಸೀಟಿನಲ್ಲಿ ಕುಳಿತರೆ ದೇಶವೇನೂ ಮುಳುಗುವುದಿಲ್ಲ. ಅಲ್ಲದೆ ಈಗ ಇರುವ ಮಾಹಿತಿಯ ಪ್ರಕಾರ ಈ ಜಿಲ್ಲಾಧಿಕಾರಿ ಒಂದಷ್ಟು ಒಳ್ಳೆಯ ಕೆಲಸಗಳನ್ನು ಮಾಡುತ್ತಿದ್ದಾರಂತೆ... ಏನೇ ಆಗಲಿ ಅದು ಅವರ ಕರ್ತವ್ಯ. ಜಿಲ್ಲಾಧಿಕಾರಿ ಕೂಡ ಉತ್ತಮ ಹುದ್ದೆಯಲ್ಲಿ ಇರುವ ಅಧಿಕಾರಿ, ಅವರು ಸರ್ಕಾರದ ವಿಶ್ವಾಸ ಅನುಸರಿಸಬೇಕು. ಅವರಿಗೆ ಅವರದೇ ಆದ ಘನತೆ ಇದೆ. ಆದರೆ ಸಾರ್ವಜನಿಕವಾಗಿ ಈ ರೀತಿಯ ದುರಹಂಕಾರದ ನಡವಳಿಕೆಯನ್ನು ಸ್ವೀಕರಿಸಲಾಗುವುದಿಲ್ಲ..... [816,924,1138,1073]
paragraph: ಕಾಪಿ ಅವರು ಶ್ರೀ ಗವಿಸಿದ್ದೇಶ್ವರ ಜಾತ್ರಾ ಮಹೋತ್ಸವಕ್ಕೆ ಪಾದಯಾತ್ರೆ ಮೂಲಕ ಆಗಮಿಸುವ ಭಕ್ತರಿಗೋಸ್ಕರ ಪ್ರತಿ ವರ್ಷ ಉಪಹಾರ ಸೇವೆ ಮಾಡಿ ಶ್ರೀ ಗವಿಸಿದ್ದೇಶನ ಕೃಪೆಗೆ ಪಾತ್ರರಾಗುತ್ತಿದ್ದಾರೆ. [247,1039,461,1112]
paragraph: ಈ ಅಭಿಯಾನದಲ್ಲಿ ಬಡಾವಣೆಯ ಪ್ರಮುಖರಾದ ಶಿವಪ್ಪ ಗಾಳಿ, ನ್ಯಾಯವಾದಿಗಳು ಹಾಗೂ ನಗರಸಭೆಯ ಸದಸ್ಯರಾದ ಗುಂಡೂರಾವ್ ಎ. ಗುತ್ತೇದಾರ್ ಹಾಗೂ ಶ್ರೀಧರ ವಕೀಲರು, ಶೇಖರಿಗಣೇಶ್ ಕೆಳಗಿನಗೌಡ್ರು, ಅಮರೇಗೌಡ, ಮಹಾಲಿಂಗಪ್ಪ ಬನ್ನಿಕೊಪ್ಪ, ಶ್ರವಣಕುಮಾರ ರಾಯಕರ್, ವಿ.ಪಿ ಪಾಟೀಲ್, [755,1697,985,1808]
paragraph: ರೇಣುಕಾಸ್ವಾಮಿ ಮರ್ಡರ್ ಕೇಸ್‌ನಲ್ಲಿ ಪರಪ್ಪನ ಅಗ್ರಹಾರ ಜೈಲಿನಿಂದ ಮಧ್ಯಂತರ ಜಾಮೀನಿನ ಮೇಲೆ ಬಿಡುಗಡೆ ಆಗಿರುವ ನಟ ದರ್ಶನ್, ಜೂನ್ 2024ರಲ್ಲಿ ಬಂಧನಕ್ಕೊಳಗಾದ ನಂತರ ಇದೇ ಮೊದಲ ಬಾರಿಗೆ ಇನ್‌ಸ್ಟಾಗ್ರಾಮ್ ನಲ್ಲಿ ಕಾಣಿಸಿಕೊಂಡಿದ್ದಾರೆ. [23,1930,245,2022]
byline [23,228,99,242]
paragraph: ಮುಖ್ಯಮಂತ್ರಿ ಸಿದ್ದರಾಮಯ್ಯನವರು ತಮ್ಮ ವೈಯಕ್ತಿಕ ಸ್ವಭಾವ, ಆಡಳಿತಾತ್ಮಕ ದಕ್ಷತೆ, ಸಾಮಾಜಿಕ ನ್ಯಾಯಕ್ಕೆ ರಾಜ್ಯದ ಮತ್ತು ರಾಷ್ಟ್ರದ ರಾಜಕೀಯ ನಾಯಕರ ಸಾಲಿನಲ್ಲಿ ಮುಂಚೂಣಿಯಲ್ಲಿ ನಿಲ್ಲುತ್ತಾರೆ. ಅದಕ್ಕೆ ಹೆಮ್ಮೆ ಇದೆ. ಆದರೆ ಹಾಗೆಯೇ ಅವರ ಮೇಲೆ ಅಧಿಕಾರಶಾಹಿಯ ಮತ್ತು ದುರಹಂಕಾರಿ ಎಂಬ ಆರೋಪವು ಇದೆ. ಇದೀಗ ಆ ದುರಹಂಕಾರದ ಆರೋಪಕ್ಕೆ ಮತ್ತಷ್ಟು ಪುಷ್ಠಿ ನೀಡುವಂತೆ ವೇದಿಕೆಯ ಮೇಲೆ ಜಿಲ್ಲಾಧಿಕಾರಿಯನ್ನು ನಡೆಸಿಕೊಂಡ ರೀತಿ ಒಂದು ಸಾಕ್ಷಿಯಾಗಿ ದೊರಕಿದೆ...... [488,318,799,448]
author-signature: – ವಿವೇಕಾನಂದ. ಎಚ್. ಕೆ. [1245,1236,1423,1259]
paragraph: ಡಿಸೆಂಬರ್ 31ರಂದು ಕ್ಯಾಂಪಸ್‌ನಲ್ಲಿ ಚಿರತೆ ಕಾಣಿಸಿಕೊಂಡಿತ್ತು. ಈ ಹಿನ್ನೆಲೆಯಲ್ಲಿ ಕಂಪನಿಯು ತನ್ನ ಎಲ್ಲಾ ಉದ್ಯೋಗಿಗಳಿಗೆ ಮನೆಯಿಂದಲೇ ಕೆಲಸ ಮಾಡುವಂತೆ ಸೂಚಿಸಿತ್ತು. ಅರಣ್ಯ ಇಲಾಖೆಯ ತಂಡಗಳನ್ನು ರಚಿಸಿ ಚಿರತೆ ಸೆರೆಗೆ ಕಾರ್ಯಾಚರಣೆ ಆರಂಭಿಸಿತ್ತು. ಚಿರತೆಯ ಚಲನವಲನ ಗುರುತಿಸಲು ಅಲ್ಲಲ್ಲಿ ಕ್ಯಾಮರಾ ಟ್ರ್ಯಾಪ್‌ಗಳನ್ನು ಅಳವಡಿಸಲಾಗಿತ್ತು. ಡ್ರೋನ್ ಬಳಸಿ ಶೋಧ ನಡೆಸಲಾಗಿತ್ತು. ಸುಮಾರು 80ಕ್ಕೂ ಹೆಚ್ಚು ಅಧಿಕಾರಿಗಳು [17,1640,231,1809]
paragraph: ಮೈಸೂರು: ಹೆಬ್ಬಾಳ ಕೈಗಾರಿಕಾ ಪ್ರದೇಶದಲ್ಲಿ ಇರುವ ಇನ್ಫೋಸಿಸ್ ಕ್ಯಾಂಪಸ್‌ನಲ್ಲಿ ಚಿರತೆ ಸೆರೆ ಕಾರ್ಯಾಚರಣೆಯನ್ನು ಅರಣ್ಯ ಇಲಾಖೆಯು ಸ್ಥಗಿತಗೊಳಿಸಿದೆ. [17,1559,231,1632]
article-body-col-2 [247,1038,461,1268]
byline-text: ಬದಲಾವಣೆ ಸುದ್ದಿ [34,1038,100,1052]
article-darshan [17,1839,967,2462]
article-protocol [479,106,1483,1271]
paragraph: ಜಿಲ್ಲಾಧಿಕಾರಿಯವರ ಕುಟುಂಬ, ಅವರ ಮನೆ, ಸ್ನೇಹಿತರು, ಅವರ ಸಹಪಾಠಿಗಳು, ಸಾಮಾನ್ಯ ಜನರು ಈ ದೃಶ್ಯಗಳನ್ನು ಪದೇಪದೇ ಟಿವಿಯಲ್ಲಿ ನೋಡಿದಾಗ ಅವರು ಅನುಭವಿಸುವ ಯಾತನೆ ಎಷ್ಟು. ಆದರೆ ಅದರ ಬಗ್ಗೆ ಯಾವ ಭಾವನೆ ಹೊಂದಬಹುದು. ನಿಜಕ್ಕೂ ಸ್ವಾಭಿಮಾನಿಗಳಿಗೆ ತುಂಬಾ ನೋವಾಗುತ್ತದೆ...... [816,823,1138,915]
article-body-col-2 [816,621,1138,1268]
byline-text: ಬದಲಾವಣೆ ಸುದ್ದಿ [995,1993,1060,2006]
article-body-col-4 [1237,1695,1475,1827]
article-body-col-2 [256,2272,478,2462]
paragraph: ಸ್ವಯಂ ಉದ್ಯೋಗ ತರಬೇತಿಗಾಗಿ ಆಯ್ಕೆಯಾದ ಅಭ್ಯರ್ಥಿಗಳಿಗೆ ಊಟ ಮತ್ತು ವಸತಿಯನ್ನು ಉಚಿತವಾಗಿ ನೀಡಲಾಗುವುದು ಎಂದು ಕೊಪ್ಪಳ ಎಸ್‌ಬಿಐ ಆರ್‌ಸೆಟಿ ನಿರ್ದೇಶಕರು ಪ್ರಕಟಣೆಯಲ್ಲಿ ತಿಳಿಸಿದ್ದಾರೆ. [262,656,460,748]
paragraph: ಪಾದಯಾತ್ರಿಗಳಿಗೆ ಪುರಿ ಚಟ್ನಿ, ಮಂಡಾಳ ವಗ್ಗರಣೆ, ಚಹಾದ ವ್ಯವಸ್ಥೆ ಹಾಗೂ ಕುಡಿಯುವ ನೀರಿನ ಭವ್ಯ ವ್ಯವಸ್ಥೆ ಮಾಡಿದ್ದು ವಿಶೇಷವಾಗಿತ್ತು. ಈ ಸಂದರ್ಭದಲ್ಲಿ ಶಾಲೆಯ ಮುಖ್ಯೋಪಾಧ್ಯಾಯರಾದ ಸ್ವಾಮಿ ಸೇರಿದಂತೆ ಸಿಬ್ಬಂದಿ ವರ್ಗದವರು ಪಾಲ್ಗೊಂಡಿದ್ದರು. [247,1120,461,1232]
paragraph: ಶಿಷ್ಟಾಚಾರ (ಪ್ರೋಟೋಕಾಲ್ ) ವಿನಿಯೋಗ ಗೊತ್ತಿಲ್ಲ. ಆ ಸಂದರ್ಭ, ಸನ್ನಿವೇಶದಲ್ಲಿ ಒಂದು ವೇಳೆ ಜಿಲ್ಲಾಧಿಕಾರಿಯವರಿಂದ ಶಿಷ್ಟಾಚಾರದ ಉಲ್ಲಂಘನೆ ಆಗಿದ್ದರೂ ಅದು ದೊಡ್ಡ ಪ್ರಮಾದವೇನೂ ಅಲ್ಲ. ಅದನ್ನು ಬೇರೆ ರೀತಿಯಲ್ಲಿ, ನಿಧಾನವಾಗಿ ಬಗೆಹರಿಸಬಹುದಿತ್ತು. ಇದು ಒಳ್ಳೆಯ ಬೆಳವಣಿಗೆಯಲ್ಲ...... [479,881,808,953]
article-swayam [17,106,465,765]
paragraph: ಸಂಸ್ಥೆಯ ಅಧ್ಯಕ್ಷರಾದ ಗಿರೀಶ [40,1196,155,1212]
paragraph: ಮುಖ್ಯಮಂತ್ರಿಗಳು ಜಿಲ್ಲಾಧಿಕಾರಿಗಳ ಕ್ಷಮೆಯನ್ನು ಕೇಳಬೇಕು. ಅದು ಅವರ ದೊಡ್ಡತನವಾಗುತ್ತದೆ. ಹಾಗೆ ಮಾನ್ಯ ಜಿಲ್ಲಾಧಿಕಾರಿ ದಿವಾಕರ್ ಅವರೂ ಇದು ಪಾಠವಾಗಬೇಕು. ಮುಂದೆ ಸಾರ್ವಜನಿಕರ ಯಾರೇ [816,1081,1138,1135]
family-portrait-icon [257,1911,962,2263]
article-mayawati [977,1839,1483,2437]
paragraph: ಸಂಭ್ರಮದಲ್ಲಿ ಭಾಗಿಯಾಗಿದ್ದಾರೆ. ಸಂಕ್ರಾಂತಿ ಆಚರಣೆ ವೇಳೆ ದರ್ಶನ್ ನೆಮ್ಮದಿ, ಸಂತೋಷದಿಂದ ತಮ್ಮ ಪ್ರೀತಿಪಾತ್ರರೊಂದಿಗೆ ಹಬ್ಬ ಆಚರಿಸುವುದು ಕಂಡುಬಂದಿದೆ. ಈ ಫ್ಯಾಮಿಲಿ ಇನ್‌ಸ್ಟೆ ಪಿಸಿಯಂಗ್ ಬಂದಿರಿ ಎಂದು ಅಭಿಮಾನಿಗಳು ಕಾಮೆಂಟ್ ಮಾಡಿದ್ದಾರೆ. ರೇಣುಕಾಸ್ವಾಮಿ ಮರ್ಡರ್ ಕೇಸ್ ನಲ್ಲಿ ದರ್ಶನ್ ಜೈಲಿಗೆ [493,2274,716,2404]
headline-line-2: ನಿಮಿತ್ಯ ನಗರದಲ್ಲಿ ಕಾರ್ಯಕರ್ತರಿಂದ [1064,1882,1396,1916]
paragraph: ಆಧಾರ್ ಕಾರ್ಡ್ ಜೆರಾಕ್ಸ್ ಪ್ರತಿ, ರೇಶನ್ ಕಾರ್ಡ್ ಜೆರಾಕ್ಸ್ ಪ್ರತಿ, ಪಾಸ್‌ಪೋರ್ಟ್ ಸೈಜ್ ಮೂರು ಫೋಟೋ, ಮಾರ್ಕ್ಸ್‌ಕಾರ್ಡ್ ಜೆರಾಕ್ಸ್ ಪ್ರತಿಯೊಂದಿಗೆ ಅರ್ಜಿಯನ್ನು ನಿರ್ದೇಶಕರು, ಸ್ಟೇಟ್ ಬ್ಯಾಂಕ್ ಆಫ್ ಇಂಡಿಯಾ, ಗ್ರಾಮೀಣ ಸ್ವಯಂ ಉದ್ಯೋಗ ತರಬೇತಿ ಸಂಸ್ಥೆ, ಜಿಲ್ಲಾ ಕ್ರೀಡಾಂಗಣ ಕೇಂದ್ರ ಆವರಣ, ಅಶೋಕ ಸರ್ಕಲ್ ಹತ್ತಿರ, ಕೊಪ್ಪಳ ಮೊ.ನಂ: 9481085217, 7259073827, 9538096796 ಗೆ ಸಂಪರ್ಕಿಸಬಹುದಾಗಿದೆ. [262,460,460,648]
